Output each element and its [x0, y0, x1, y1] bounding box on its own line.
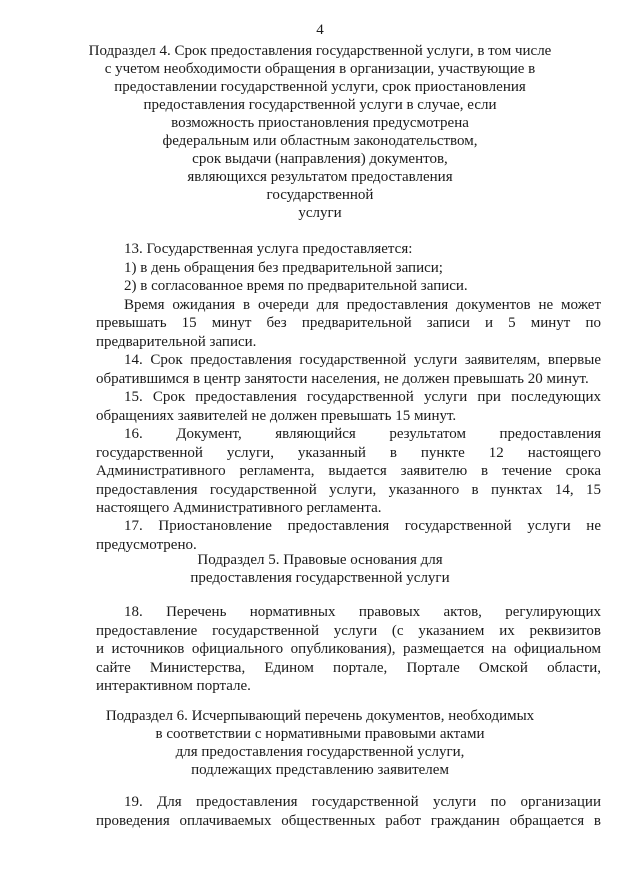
title-line: услуги	[298, 205, 342, 221]
title-line: предоставления государственной услуги в случае, если	[143, 97, 497, 113]
title-line: Подраздел 6. Исчерпывающий перечень документов, необходимых	[105, 708, 535, 724]
paragraph-line: 1) в день обращения без предварительной записи;	[124, 259, 443, 276]
paragraph-line: 14. Срок предоставления государственной услуги заявителям, впервые	[124, 352, 601, 368]
paragraph-line: государственной услуги, указанный в пункте 12 настоящего	[96, 444, 601, 461]
title-line: федеральным или областным законодательством,	[162, 133, 478, 149]
subsection-6-title	[0, 707, 640, 779]
title-line: подлежащих представлению заявителем	[191, 762, 449, 778]
page-number: 4	[316, 22, 324, 38]
paragraph-line: предоставление государственной услуги (с указанием их реквизитов	[96, 622, 601, 639]
paragraph-line: 2) в согласованное время по предварительной записи.	[124, 278, 468, 294]
paragraph-18	[96, 603, 601, 696]
subsection-4-title	[0, 42, 640, 222]
title-line: Подраздел 4. Срок предоставления государственной услуги, в том числе	[88, 43, 552, 59]
subsection-5-title	[0, 551, 640, 587]
paragraph-line: настоящего Административного регламента.	[96, 500, 382, 516]
paragraph-line: обращениях заявителей не должен превышать 15 минут.	[96, 407, 457, 424]
title-line: Подраздел 5. Правовые основания для	[197, 552, 443, 568]
paragraph-15	[96, 388, 601, 425]
paragraph-line: проведения оплачиваемых общественных работ гражданин обращается в	[96, 812, 601, 829]
paragraph-line: 18. Перечень нормативных правовых актов, регулирующих	[124, 604, 601, 620]
title-line: государственной	[266, 187, 374, 203]
paragraph-line: предусмотрено.	[96, 536, 197, 553]
title-line: срок выдачи (направления) документов,	[192, 151, 448, 167]
title-line: в соответствии с нормативными правовыми актами	[155, 726, 485, 742]
paragraph-line: Административного регламента, выдается заявителю в течение срока	[96, 463, 601, 479]
title-line: предоставлении государственной услуги, срок приостановления	[114, 79, 526, 95]
paragraph-line: 17. Приостановление предоставления государственной услуги не	[124, 518, 601, 534]
title-line: предоставления государственной услуги	[190, 570, 450, 586]
paragraph-line: предоставления государственной услуги, указанного в пунктах 14, 15	[96, 481, 601, 498]
paragraph-line: 19. Для предоставления государственной услуги по организации	[124, 794, 601, 810]
paragraph-line: превышать 15 минут без предварительной записи и 5 минут по	[96, 315, 601, 331]
title-line: с учетом необходимости обращения в организации, участвующие в	[104, 61, 536, 77]
title-line: возможность приостановления предусмотрена	[171, 115, 469, 131]
paragraph-line: предварительной записи.	[96, 333, 257, 350]
paragraph-line: 13. Государственная услуга предоставляется:	[124, 241, 413, 257]
paragraph-17	[96, 517, 601, 554]
paragraph-19	[96, 793, 601, 830]
paragraph-line: интерактивном портале.	[96, 678, 251, 694]
paragraph-line: и источников официального опубликования), размещается на официальном	[96, 641, 601, 657]
paragraph-16	[96, 425, 601, 518]
paragraph-line: Время ожидания в очереди для предоставления документов не может	[124, 296, 601, 313]
title-line: для предоставления государственной услуги,	[175, 744, 465, 760]
paragraph-13	[96, 240, 601, 351]
paragraph-line: 15. Срок предоставления государственной услуги при последующих	[124, 389, 601, 405]
paragraph-14	[96, 351, 601, 388]
paragraph-line: обратившимся в центр занятости населения, не должен превышать 20 минут.	[96, 370, 589, 387]
title-line: являющихся результатом предоставления	[187, 169, 453, 185]
paragraph-line: 16. Документ, являющийся результатом предоставления	[124, 426, 601, 442]
paragraph-line: сайте Министерства, Едином портале, Портале Омской области,	[96, 659, 601, 676]
